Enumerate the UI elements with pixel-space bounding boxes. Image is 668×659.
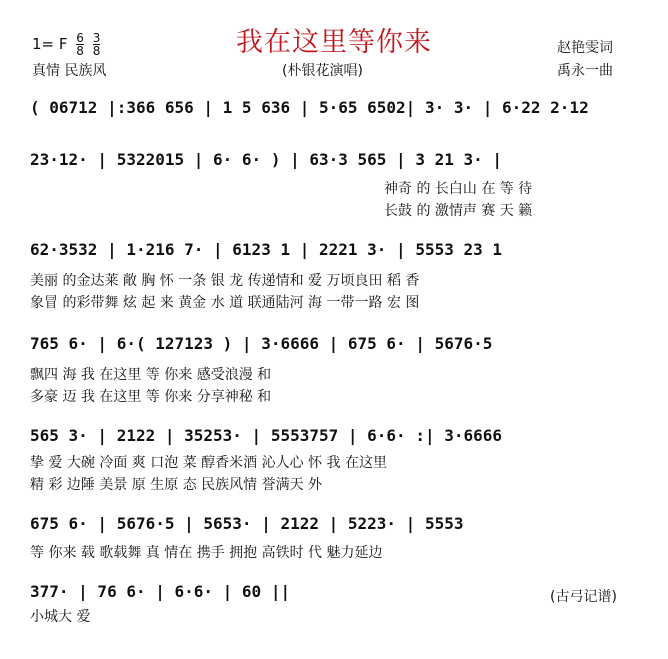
lyric-verse-5-a: 等 你来 载 歌载舞 真 情在 携手 拥抱 高铁时 代 魅力延边 [30,545,383,561]
singer-label: (朴银花演唱) [282,63,363,79]
lyric-verse-6-a: 小城大 爱 [30,609,91,625]
lyric-verse-1-b: 长鼓 的 激情声 赛 天 籁 [384,203,533,219]
notation-line-6: 675 6· | 5676·5 | 5653· | 2122 | 5223· | 5553 [30,514,464,533]
lyric-verse-3-a: 飘四 海 我 在这里 等 你来 感受浪漫 和 [30,367,272,383]
time-signature-a: $\frac{6}{8}$ [76,31,84,58]
lyric-verse-1-a: 神奇 的 长白山 在 等 待 [384,181,533,197]
lyric-verse-4-a: 挚 爱 大碗 冷面 爽 口泡 菜 醇香米酒 沁人心 怀 我 在这里 [30,455,387,471]
key-signature [32,32,100,57]
notation-line-5: 565 3· | 2122 | 35253· | 5553757 | 6·6· :| 3·6666 [30,426,503,445]
style-label: 真情 民族风 [32,63,107,79]
lyric-verse-2-b: 象冒 的彩带舞 炫 起 来 黄金 水 道 联通陆河 海 一带一路 宏 图 [30,295,420,311]
time-signature-b: $\frac{3}{8}$ [92,31,101,58]
song-title: 我在这里等你来 [236,27,432,58]
lyricist-label: 赵艳雯词 [557,40,613,56]
notation-line-1: ( 06712 |:366 656 | 1 5 636 | 5·65 6502| 3· 3· | 6·22 2·12 [30,98,589,117]
notation-line-3: 62·3532 | 1·216 7· | 6123 1 | 2221 3· | 5553 23 1 [30,240,503,259]
composer-label: 禹永一曲 [557,63,613,79]
lyric-verse-4-b: 精 彩 边陲 美景 原 生原 态 民族风情 誉满天 外 [30,477,323,493]
lyric-verse-3-b: 多豪 迈 我 在这里 等 你来 分享神秘 和 [30,389,272,405]
transcriber-credit: (古弓记谱) [550,589,617,605]
key-label: 1= F [32,35,68,53]
notation-line-7: 377· | 76 6· | 6·6· | 60 || [30,582,291,601]
notation-line-2: 23·12· | 5322015 | 6· 6· ) | 63·3 565 | 3 21 3· | [30,150,503,169]
lyric-verse-2-a: 美丽 的金达莱 敞 胸 怀 一条 银 龙 传递情和 爱 万顷良田 稻 香 [30,273,420,289]
notation-line-4: 765 6· | 6·( 127123 ) | 3·6666 | 675 6· | 5676·5 [30,334,493,353]
